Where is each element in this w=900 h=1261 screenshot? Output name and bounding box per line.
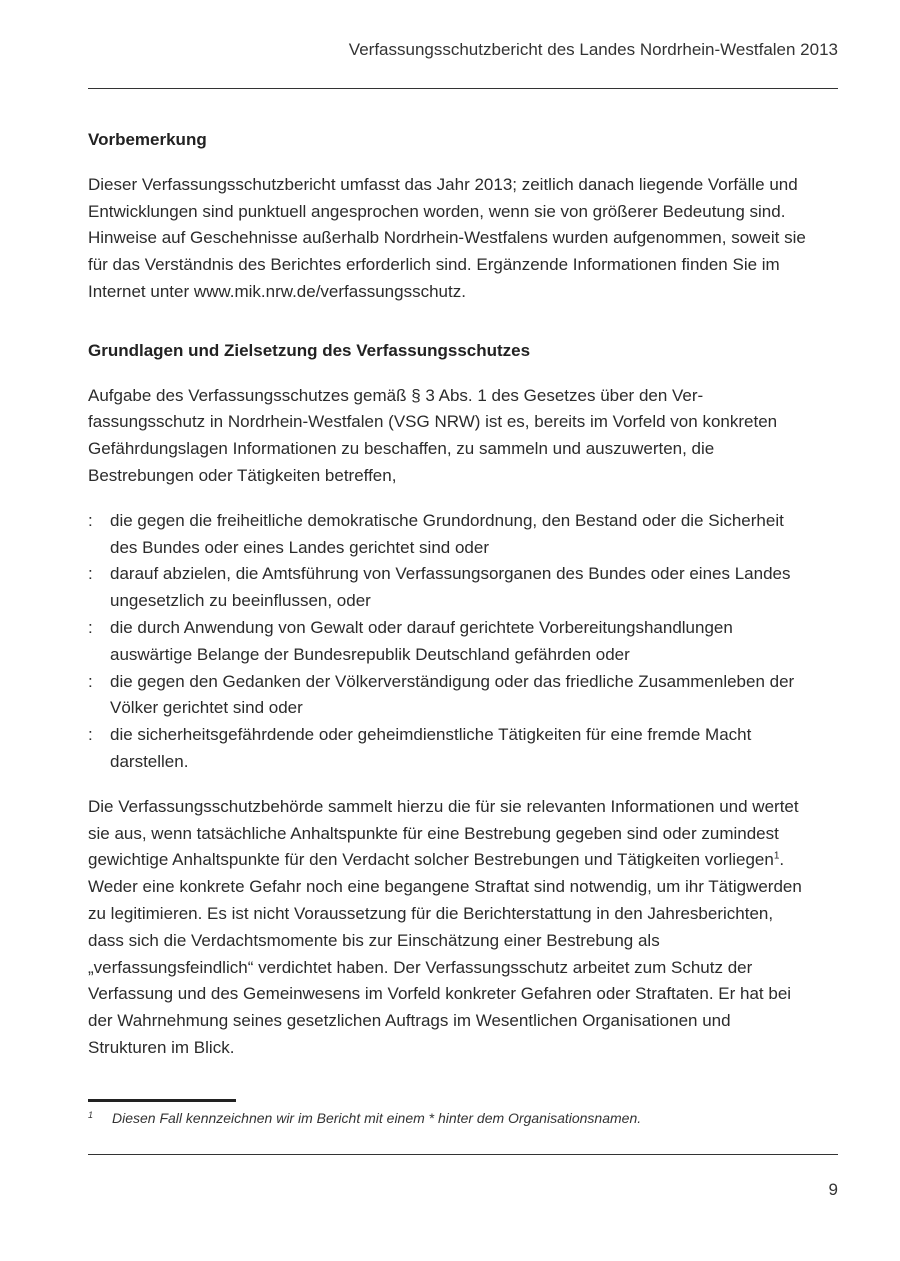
list-item bbox=[88, 561, 808, 615]
closing-text-part2: . Weder eine konkrete Gefahr noch eine begangene Straftat sind notwendig, um ihr Tätigwerden zu legitimieren. Es ist nicht Voraussetzung für die Berichterstattung in den Jahresberichten, dass sich die Verdachtsmomente bis zur Einschätzung einer Bestrebung als „verfassungsfeindlich“ verdichtet haben. Der Verfassungsschutz arbeitet zum Schutz der Verfassung und des Gemeinwesens im Vorfeld konkreter Gefahren oder Straftaten. Er hat bei der Wahrnehmung seines gesetzlichen Auftrags im Wesentlichen Organisationen und Strukturen im Blick. bbox=[88, 850, 802, 1057]
section-heading-vorbemerkung: Vorbemerkung bbox=[88, 130, 207, 149]
running-header: Verfassungsschutzbericht des Landes Nordrhein-Westfalen 2013 bbox=[348, 40, 838, 59]
footnote-number: 1 bbox=[88, 1110, 94, 1120]
bullet-marker: : bbox=[88, 510, 93, 530]
footnote-reference[interactable]: 1 bbox=[773, 850, 780, 862]
list-item bbox=[88, 508, 808, 562]
header-divider bbox=[88, 88, 838, 89]
list-item-text: die gegen den Gedanken der Völkerverständigung oder das friedliche Zusammenleben der Völker gerichtet sind oder bbox=[110, 671, 795, 718]
page-number: 9 bbox=[828, 1180, 838, 1199]
footnote bbox=[88, 1108, 808, 1128]
list-item-text: darauf abzielen, die Amtsführung von Verfassungsorganen des Bundes oder eines Landes ungesetzlich zu beeinflussen, oder bbox=[110, 564, 791, 611]
task-list bbox=[88, 508, 808, 776]
list-item bbox=[88, 722, 808, 776]
bullet-marker: : bbox=[88, 671, 93, 691]
footnote-text: Diesen Fall kennzeichnen wir im Bericht mit einem * hinter dem Organisationsnamen. bbox=[112, 1110, 642, 1126]
footer-divider bbox=[88, 1154, 838, 1155]
closing-text-part1: Die Verfassungsschutzbehörde sammelt hierzu die für sie relevanten Informationen und wertet sie aus, wenn tatsächliche Anhaltspunkte für eine Bestrebung gegeben sind oder zumindest gewichtige Anhaltspunkte für den Verdacht solcher Bestrebungen und Tätigkeiten vorliegen bbox=[88, 796, 799, 870]
list-item-text: die gegen die freiheitliche demokratische Grundordnung, den Bestand oder die Sicherheit des Bundes oder eines Landes gerichtet sind oder bbox=[110, 510, 784, 557]
page-body bbox=[88, 127, 808, 1062]
bullet-marker: : bbox=[88, 725, 93, 745]
bullet-marker: : bbox=[88, 564, 93, 584]
section-heading-grundlagen: Grundlagen und Zielsetzung des Verfassungsschutzes bbox=[88, 340, 531, 360]
list-item bbox=[88, 615, 808, 669]
grundlagen-intro-paragraph: Aufgabe des Verfassungsschutzes gemäß § 3 Abs. 1 des Gesetzes über den Verfassungsschutz in Nordrhein-Westfalen (VSG NRW) ist es, bereits im Vorfeld von konkreten Gefährdungslagen Informationen zu beschaffen, zu sammeln und auszuwerten, die Bestrebungen oder Tätigkeiten betreffen, bbox=[88, 385, 778, 485]
vorbemerkung-paragraph: Dieser Verfassungsschutzbericht umfasst das Jahr 2013; zeitlich danach liegende Vorfälle und Entwicklungen sind punktuell angesprochen worden, wenn sie von größerer Bedeutung sind. Hinweise auf Geschehnisse außerhalb Nordrhein-Westfalens wurden aufgenommen, soweit sie für das Verständnis des Berichtes erforderlich sind. Ergänzende Informationen finden Sie im Internet unter www.mik.nrw.de/verfassungsschutz. bbox=[88, 174, 806, 301]
bullet-marker: : bbox=[88, 617, 93, 637]
list-item-text: die durch Anwendung von Gewalt oder darauf gerichtete Vorbereitungshandlungen auswärtige Belange der Bundesrepublik Deutschland gefährden oder bbox=[110, 617, 733, 664]
grundlagen-closing-paragraph bbox=[88, 794, 808, 1062]
list-item-text: die sicherheitsgefährdende oder geheimdienstliche Tätigkeiten für eine fremde Macht darstellen. bbox=[110, 725, 752, 771]
list-item bbox=[88, 669, 808, 723]
footnote-divider bbox=[88, 1099, 236, 1102]
